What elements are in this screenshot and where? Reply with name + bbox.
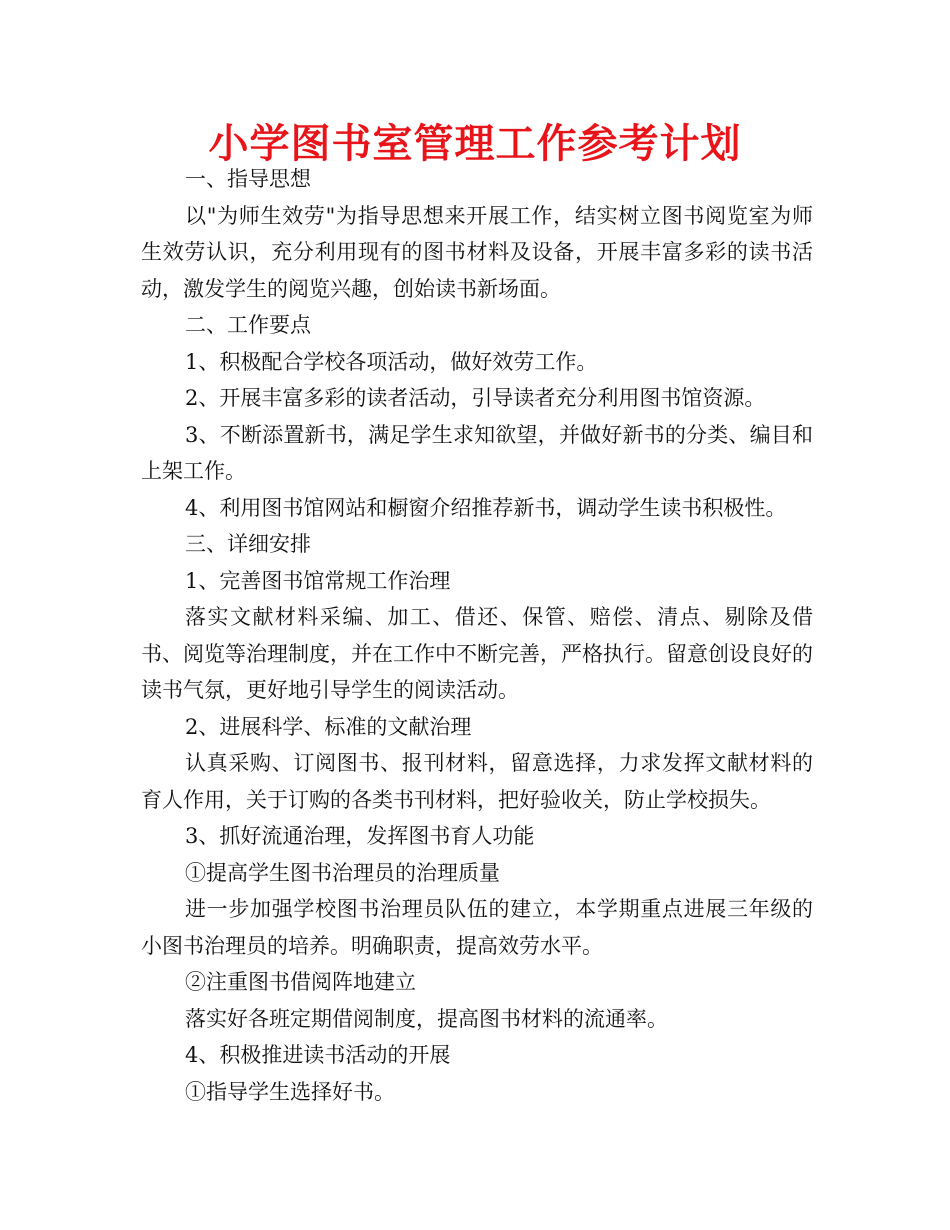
- paragraph: 以"为师生效劳"为指导思想来开展工作，结实树立图书阅览室为师生效劳认识，充分利用现有的图书材料及设备，开展丰富多彩的读书活动，激发学生的阅览兴趣，创始读书新场面。: [141, 203, 813, 301]
- list-item: 4、利用图书馆网站和橱窗介绍推荐新书，调动学生读书积极性。: [185, 495, 787, 520]
- section-heading: 三、详细安排: [185, 532, 311, 556]
- list-item: 1、积极配合学校各项活动，做好效劳工作。: [185, 349, 598, 374]
- section-heading: 二、工作要点: [185, 313, 311, 337]
- subsection-heading: 2、进展科学、标准的文献治理: [185, 714, 472, 739]
- paragraph: 认真采购、订阅图书、报刊材料，留意选择，力求发挥文献材料的育人作用，关于订购的各类书刊材料，把好验收关，防止学校损失。: [141, 751, 813, 812]
- subsection-heading: 1、完善图书馆常规工作治理: [185, 568, 451, 593]
- subsection-heading: 4、积极推进读书活动的开展: [185, 1043, 451, 1067]
- list-item: 2、开展丰富多彩的读者活动，引导读者充分利用图书馆资源。: [185, 386, 766, 410]
- sub-item-heading: ①指导学生选择好书。: [185, 1079, 395, 1104]
- paragraph: 落实好各班定期借阅制度，提高图书材料的流通率。: [185, 1006, 668, 1031]
- sub-item-heading: ②注重图书借阅阵地建立: [185, 970, 416, 994]
- section-heading: 一、指导思想: [185, 167, 311, 191]
- document-title: 小学图书室管理工作参考计划: [208, 121, 742, 167]
- subsection-heading: 3、抓好流通治理，发挥图书育人功能: [185, 824, 535, 848]
- list-item: 3、不断添置新书，满足学生求知欲望，并做好新书的分类、编目和上架工作。: [141, 422, 813, 483]
- sub-item-heading: ①提高学生图书治理员的治理质量: [185, 860, 500, 885]
- paragraph: 进一步加强学校图书治理员队伍的建立，本学期重点进展三年级的小图书治理员的培养。明确职责，提高效劳水平。: [141, 897, 813, 958]
- document-body: [141, 161, 813, 1110]
- paragraph: 落实文献材料采编、加工、借还、保管、赔偿、清点、剔除及借书、阅览等治理制度，并在工作中不断完善，严格执行。留意创设良好的读书气氛，更好地引导学生的阅读活动。: [141, 605, 813, 702]
